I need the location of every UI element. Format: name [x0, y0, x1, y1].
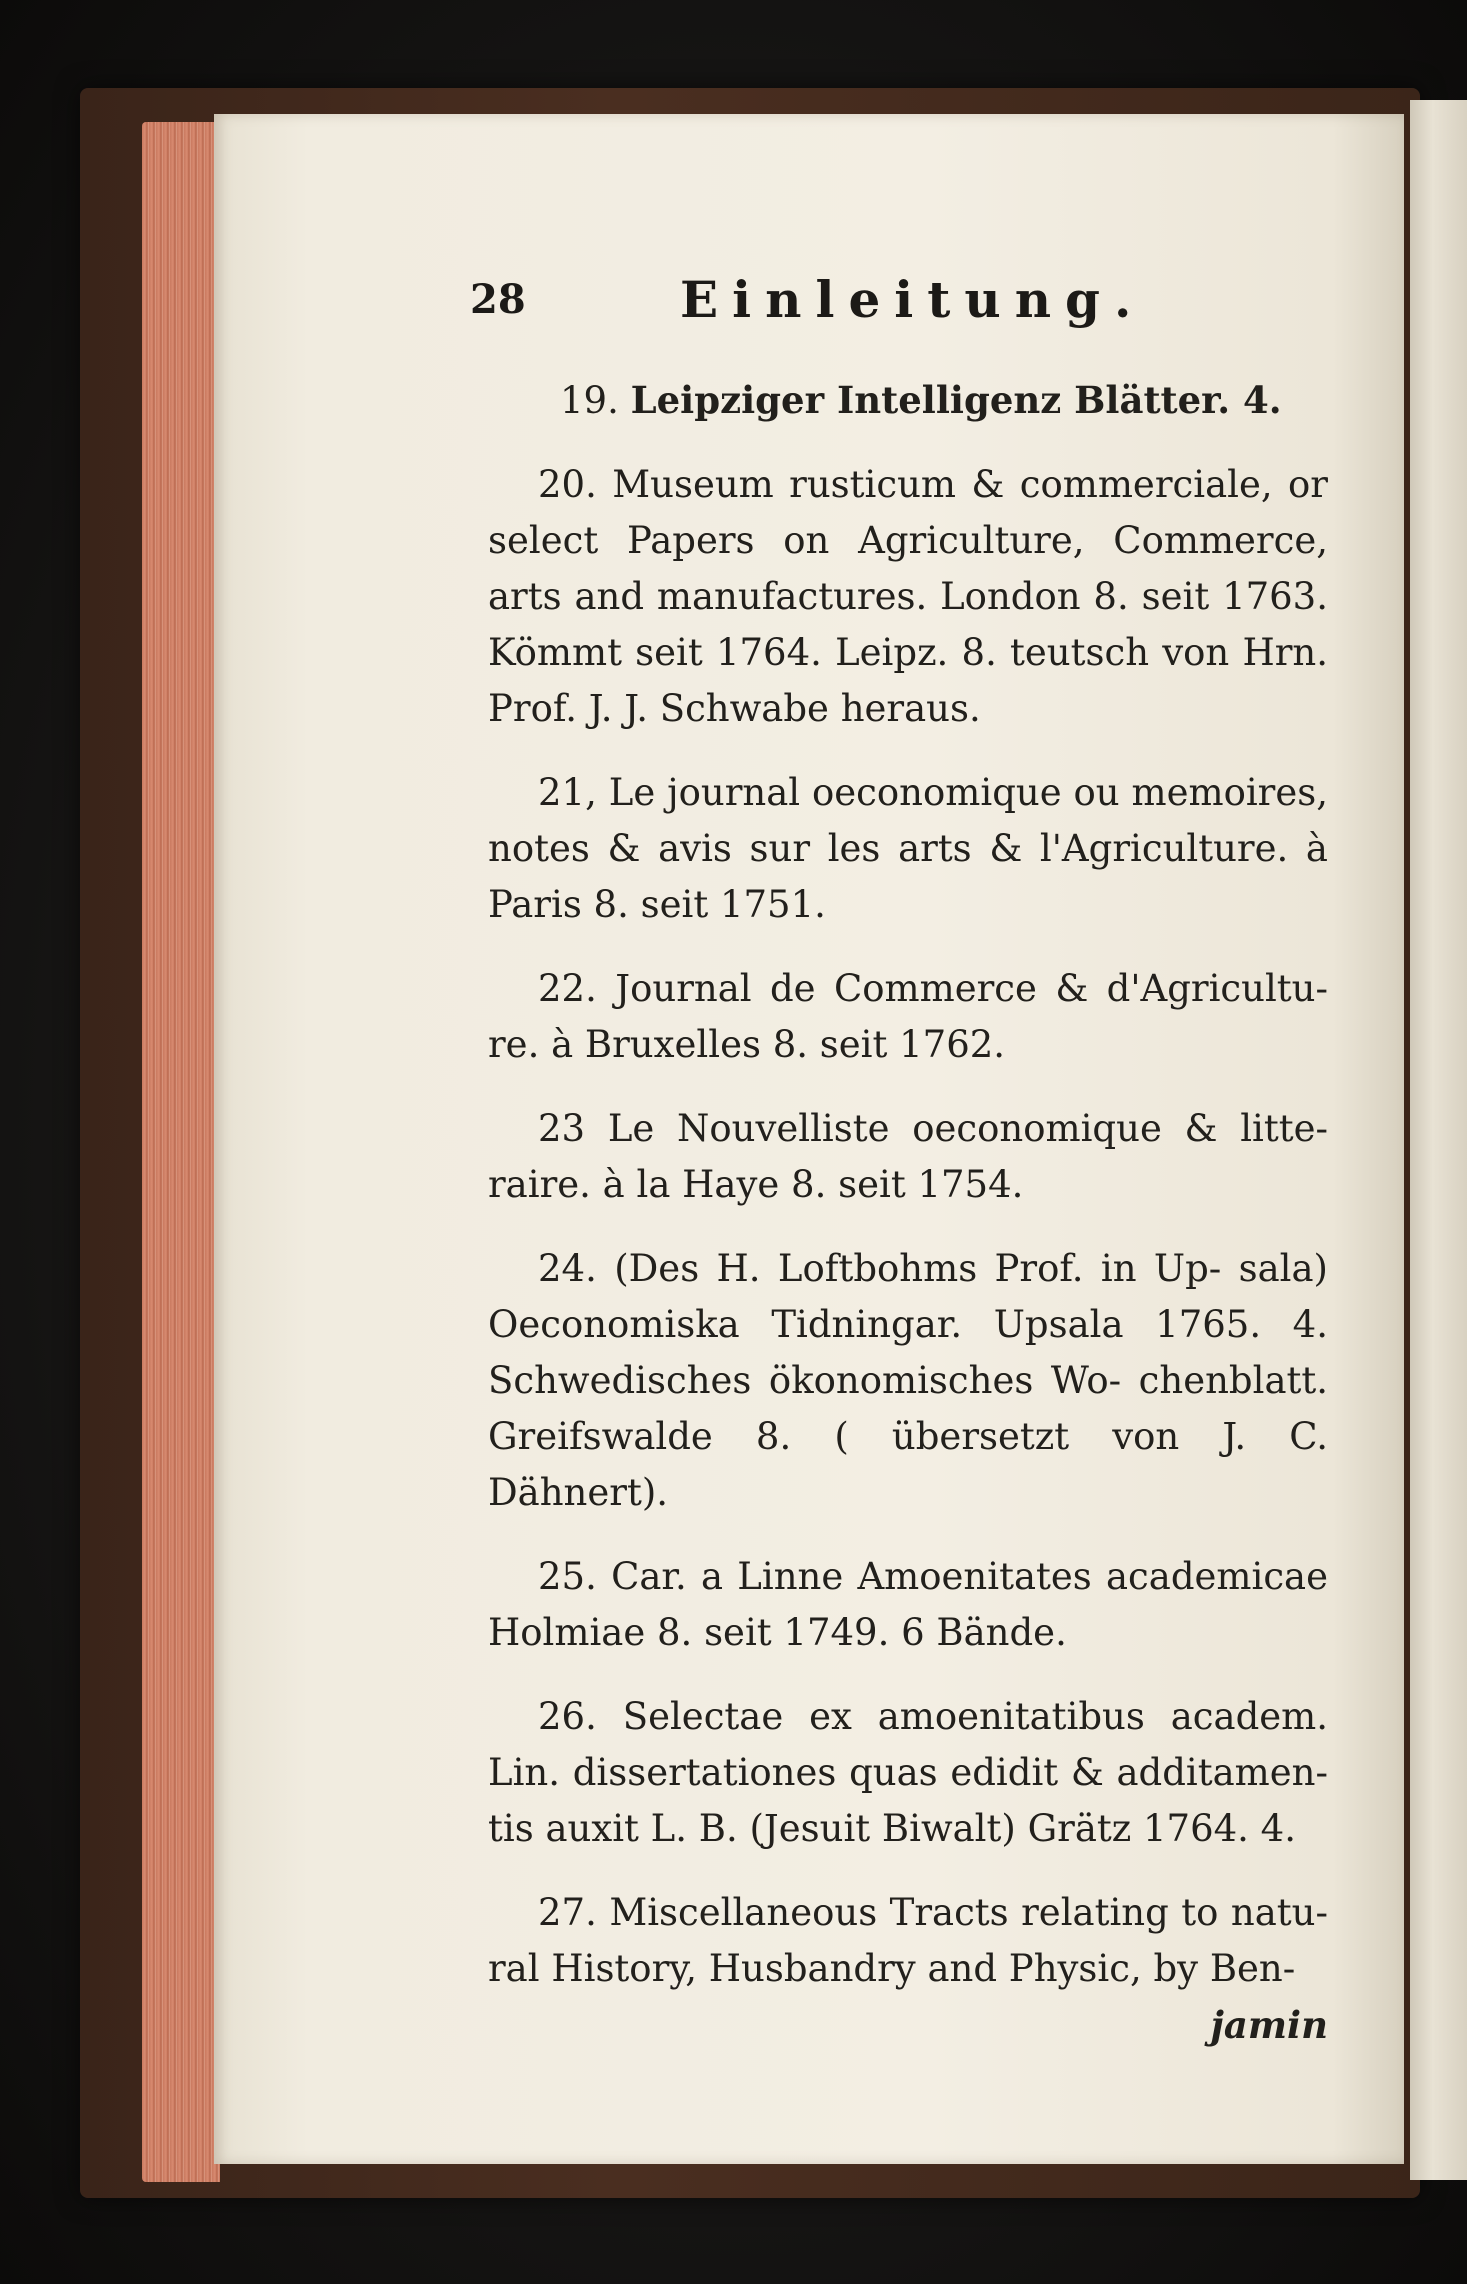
page-header	[470, 270, 1330, 340]
entry-number: 23	[538, 1107, 586, 1150]
entry-20	[488, 457, 1328, 737]
entry-number: 24.	[538, 1247, 597, 1290]
entry-number: 27.	[538, 1891, 597, 1934]
entry-text: Journal de Commerce & d'Agricultu- re. à Bruxelles 8. seit 1762.	[488, 967, 1329, 1066]
entry-number: 19.	[560, 379, 619, 422]
entry-25	[488, 1549, 1328, 1661]
entry-text: Le journal oeconomique ou memoires, notes & avis sur les arts & l'Agriculture. à Paris 8. seit 1751.	[488, 771, 1329, 926]
entry-text: Miscellaneous Tracts relating to natu- ral History, Husbandry and Physic, by Ben-	[488, 1891, 1328, 1990]
page-edges	[142, 122, 220, 2182]
entry-text: Selectae ex amoenitatibus academ. Lin. dissertationes quas edidit & additamen- tis auxit L. B. (Jesuit Biwalt) Grätz 1764. 4.	[488, 1695, 1328, 1850]
entry-21	[488, 765, 1328, 933]
entry-26	[488, 1689, 1328, 1857]
entry-text: Museum rusticum & commerciale, or select Papers on Agriculture, Commerce, arts and manufactures. London 8. seit 1763. Kömmt seit 1764. Leipz. 8. teutsch von Hrn. Prof. J. J. Schwabe heraus.	[488, 463, 1328, 730]
entry-text: Leipziger Intelligenz Blätter. 4.	[630, 378, 1282, 422]
entry-text: Le Nouvelliste oeconomique & litte- raire. à la Haye 8. seit 1754.	[488, 1107, 1329, 1206]
entry-number: 22.	[538, 967, 597, 1010]
entry-number: 21,	[538, 771, 597, 814]
entry-23	[488, 1101, 1328, 1213]
page-number: 28	[470, 276, 526, 323]
entry-number: 20.	[538, 463, 597, 506]
entry-number: 26.	[538, 1695, 597, 1738]
page-body	[488, 372, 1328, 2081]
entry-19	[488, 372, 1328, 429]
facing-page-edge	[1410, 100, 1467, 2180]
entry-text: Car. a Linne Amoenitates academicae Holmiae 8. seit 1749. 6 Bände.	[488, 1555, 1329, 1654]
catchword: jamin	[1210, 2003, 1328, 2047]
entry-text: (Des H. Loftbohms Prof. in Up- sala) Oeconomiska Tidningar. Upsala 1765. 4. Schwedisches ökonomisches Wo- chenblatt. Greifswalde 8. ( übersetzt von J. C. Dähnert).	[488, 1247, 1328, 1514]
entry-27	[488, 1885, 1328, 2053]
entry-22	[488, 961, 1328, 1073]
entry-number: 25.	[538, 1555, 597, 1598]
running-head: Einleitung.	[680, 270, 1146, 329]
entry-24	[488, 1241, 1328, 1521]
